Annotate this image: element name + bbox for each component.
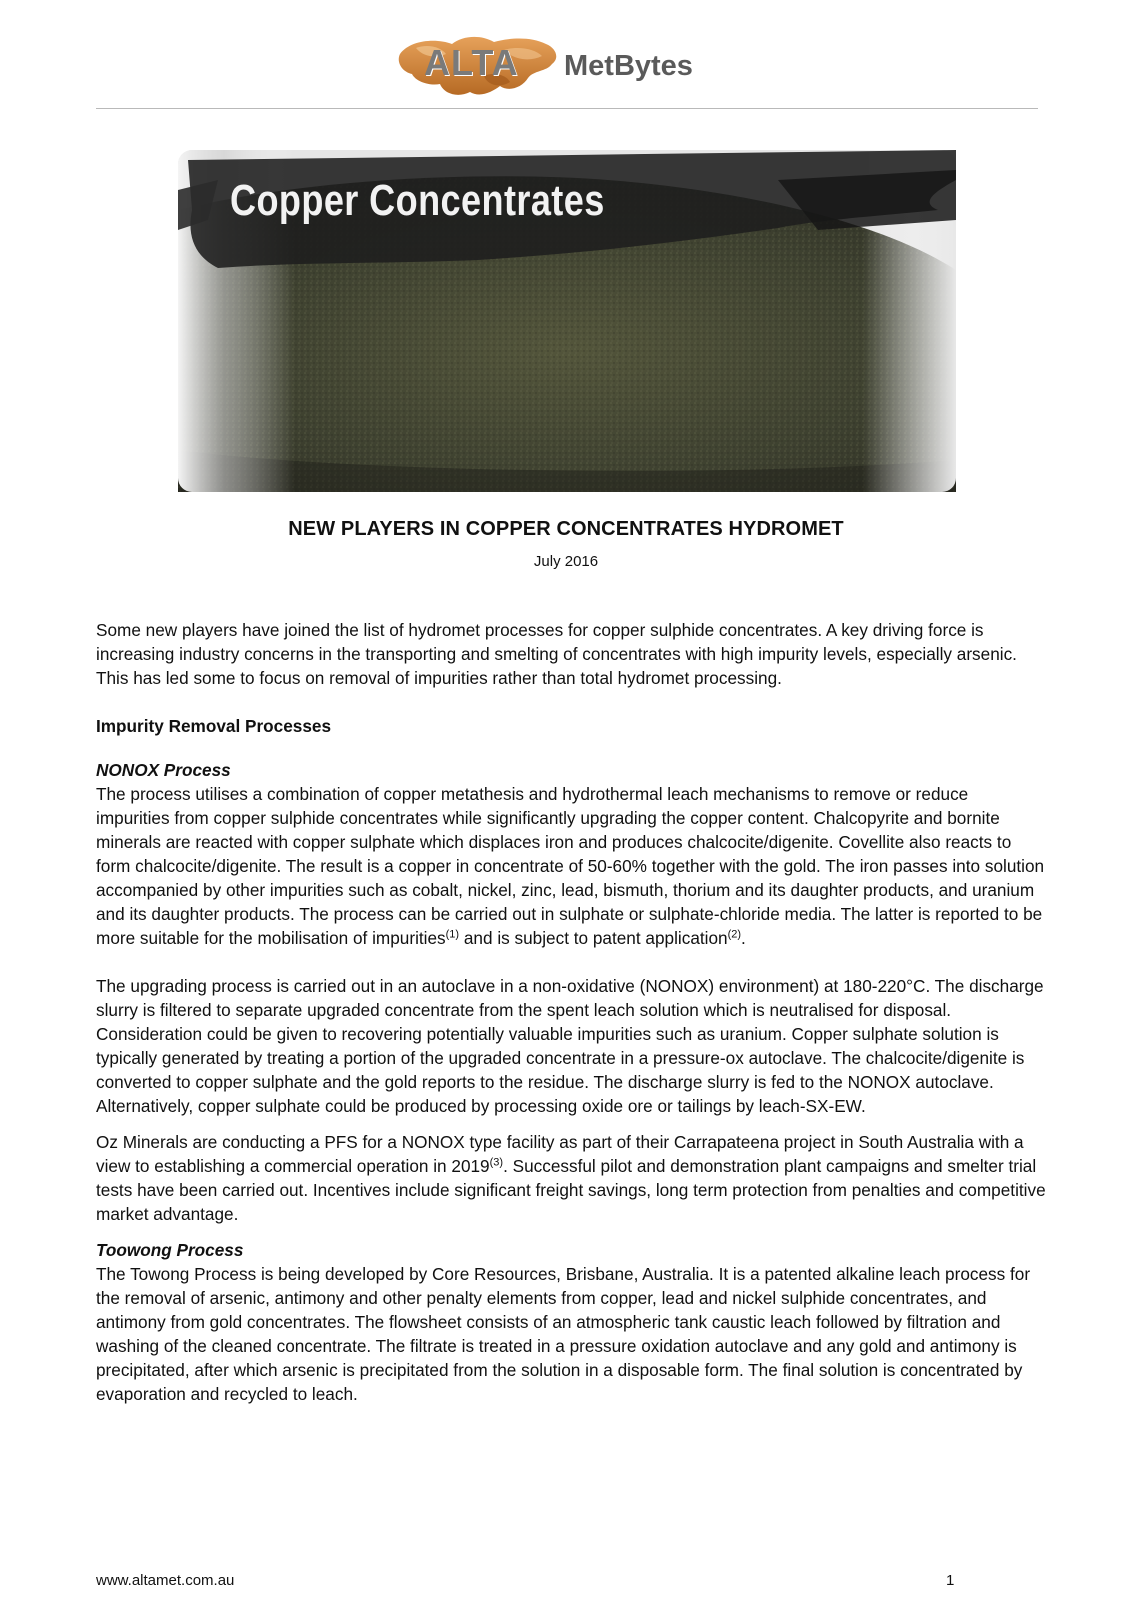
nonox-p1-mid: and is subject to patent application bbox=[459, 928, 728, 948]
footer-website: www.altamet.com.au bbox=[96, 1572, 235, 1589]
hero-title: Copper Concentrates bbox=[230, 176, 605, 225]
nonox-p1-end: . bbox=[741, 928, 746, 948]
nonox-p3-text: Oz Minerals are conducting a PFS for a NONOX type facility as part of their Carrapateena project in South Australia with a view to establishing a commercial operation in 2019 bbox=[96, 1132, 1024, 1176]
intro-paragraph: Some new players have joined the list of hydromet processes for copper sulphide concentrates. A key driving force is increasing industry concerns in the transporting and smelting of concentrates with high impurity levels, especially arsenic. This has led some to focus on removal of impurities rather than total hydromet processing. bbox=[96, 620, 1017, 688]
nonox-heading: NONOX Process bbox=[96, 760, 231, 780]
hero-image bbox=[178, 150, 956, 492]
document-body bbox=[96, 618, 1046, 1406]
section-heading: Impurity Removal Processes bbox=[96, 716, 332, 736]
toowong-paragraph-1: The Towong Process is being developed by Core Resources, Brisbane, Australia. It is a patented alkaline leach process for the removal of arsenic, antimony and other penalty elements from copper, lead and nickel sulphide concentrates, and antimony from gold concentrates. The flowsheet consists of an atmospheric tank caustic leach followed by filtration and washing of the cleaned concentrate. The filtrate is treated in a pressure oxidation autoclave and any gold and antimony is precipitated, after which arsenic is precipitated from the solution in a disposable form. The final solution is concentrated by evaporation and recycled to leach. bbox=[96, 1264, 1031, 1404]
reference-1: (1) bbox=[445, 928, 460, 941]
alta-metbytes-logo bbox=[396, 32, 726, 102]
nonox-p1-text: The process utilises a combination of copper metathesis and hydrothermal leach mechanisms to remove or reduce impurities from copper sulphide concentrates while significantly upgrading the copper content. Chalcopyrite and bornite minerals are reacted with copper sulphate which displaces iron and produces chalcocite/digenite. Covellite also reacts to form chalcocite/digenite. The result is a copper in concentrate of 50-60% together with the gold. The iron passes into solution accompanied by other impurities such as cobalt, nickel, zinc, lead, bismuth, thorium and its daughter products, and uranium and its daughter products. The process can be carried out in sulphate or sulphate-chloride media. The latter is reported to be more suitable for the mobilisation of impurities bbox=[96, 784, 1045, 948]
logo-alta-text: ALTA bbox=[424, 42, 519, 83]
page-number: 1 bbox=[946, 1572, 955, 1589]
nonox-paragraph-3 bbox=[96, 1130, 1046, 1226]
reference-3: (3) bbox=[489, 1156, 504, 1169]
toowong-heading: Toowong Process bbox=[96, 1240, 244, 1260]
header-divider bbox=[96, 108, 1038, 109]
nonox-paragraph-1 bbox=[96, 782, 1046, 950]
document-title: NEW PLAYERS IN COPPER CONCENTRATES HYDROMET bbox=[288, 518, 844, 540]
reference-2: (2) bbox=[727, 928, 742, 941]
document-date: July 2016 bbox=[533, 553, 599, 570]
nonox-paragraph-2: The upgrading process is carried out in an autoclave in a non-oxidative (NONOX) environment) at 180-220°C. The discharge slurry is filtered to separate upgraded concentrate from the spent leach solution which is neutralised for disposal. Consideration could be given to recovering potentially valuable impurities such as uranium. Copper sulphate solution is typically generated by treating a portion of the upgraded concentrate in a pressure-ox autoclave. The chalcocite/digenite is converted to copper sulphate and the gold reports to the residue. The discharge slurry is fed to the NONOX autoclave. Alternatively, copper sulphate could be produced by processing oxide ore or tailings by leach-SX-EW. bbox=[96, 976, 1044, 1116]
logo-metbytes-text: MetBytes bbox=[564, 50, 693, 82]
nonox-p3-end: . Successful pilot and demonstration plant campaigns and smelter trial tests have been carried out. Incentives include significant freight savings, long term protection from penalties and competitive market advantage. bbox=[96, 1156, 1046, 1224]
